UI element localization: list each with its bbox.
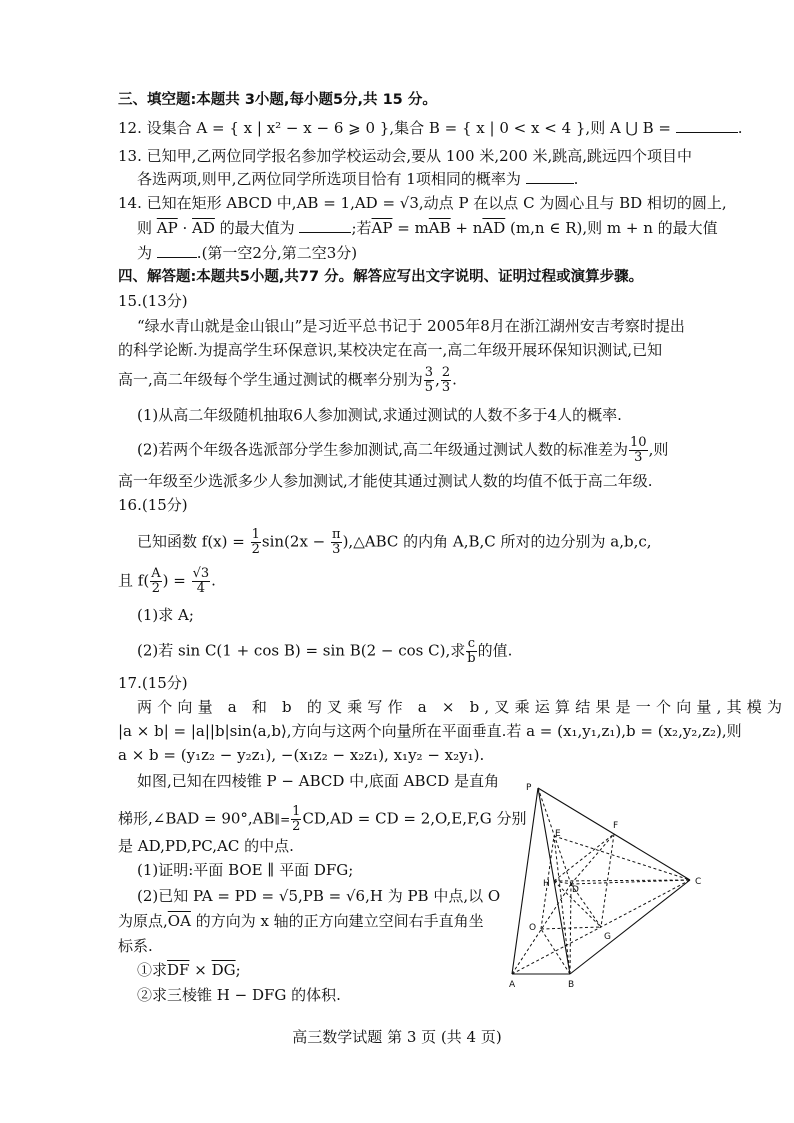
question-16-part-1: (1)求 A; [137,606,194,624]
question-15-line-3: 高一,高二年级每个学生通过测试的概率分别为 $\frac{3}{5}$ , $\frac{2}{3}$ . [118,365,457,395]
question-15-part-2: (2)若两个年级各选派部分学生参加测试,高二年级通过测试人数的标准差为 $\frac{10}{3}$ ,则 [137,435,669,465]
section-4-heading: 四、解答题:本题共5小题,共77 分。解答应写出文字说明、证明过程或演算步骤。 [118,269,644,285]
label-c: C [695,877,702,887]
segment-df [571,834,614,884]
edge-pa [512,788,538,974]
question-17-fig-line-3: 是 AD,PD,PC,AC 的中点. [118,837,294,855]
question-17-part-2-line-2: 为原点$,\overline{OA}$ 的方向为 x 轴的正方向建立空间右手直角坐 [118,912,484,930]
edge-bc [570,880,690,974]
question-17-part-2-line-1: (2)已知 PA = PD = √5,PB = √6,H 为 PB 中点,以 O [137,887,501,905]
question-12: 12. 设集合 A = { x | x² − x − 6 ⩾ 0 },集合 B = { x | 0 < x < 4 },则 A ⋃ B = . [118,119,743,137]
fraction-10-3: $\frac{10}{3}$ [630,435,647,465]
fraction-pi-3: $\frac{\pi}{3}$ [332,527,341,557]
label-a: A [509,980,516,990]
question-16-line-2: 且 f( $\frac{A}{2}$ ) = $\frac{√3}{4}$ . [118,566,216,596]
question-17-sub-2: ②求三棱锥 H − DFG 的体积. [137,986,341,1004]
fraction-1-2: $\frac{1}{2}$ [292,804,301,834]
question-17-part-1: (1)证明:平面 BOE ∥ 平面 DFG; [137,861,354,879]
segment-hc [554,880,690,881]
question-15-line-2: 的科学论断.为提高学生环保意识,某校决定在高一,高二年级开展环保知识测试,已知 [118,341,663,359]
label-p: P [526,783,532,793]
pyramid-figure [498,778,726,1002]
segment-hf [554,834,614,881]
question-15-line-last: 高一年级至少选派多少人参加测试,才能使其通过测试人数的均值不低于高二年级. [118,472,653,490]
question-16-part-2: (2)若 sin C(1 + cos B) = sin B(2 − cos C),求 $\frac{c}{b}$ 的值. [137,636,513,666]
label-b: B [568,980,575,990]
question-16-line-1: 已知函数 f(x) = $\frac{1}{2}$ sin(2x − $\frac{\pi}{3}$ ),△ABC 的内角 A,B,C 所对的边分别为 a,b,c, [137,527,652,557]
question-15-part-1: (1)从高二年级随机抽取6人参加测试,求通过测试的人数不多于4人的概率. [137,406,622,424]
fraction-sqrt3-4: $\frac{√3}{4}$ [192,566,210,596]
fraction-a-2: $\frac{A}{2}$ [151,566,161,596]
fraction-3-5: $\frac{3}{5}$ [424,365,434,395]
vector-ap: $\overline{AP}$ [371,219,393,237]
label-e: E [555,829,561,839]
question-14-line-1: 14. 已知在矩形 ABCD 中,AB = 1,AD = √3,动点 P 在以点 C 为圆心且与 BD 相切的圆上, [118,194,727,212]
label-d: D [572,885,579,895]
section-3-heading: 三、填空题:本题共 3小题,每小题5分,共 15 分。 [118,92,437,108]
segment-ec [554,836,690,880]
label-o: O [529,923,537,933]
question-13-line-2: 各选两项,则甲,乙两位同学所选项目恰有 1项相同的概率为 . [137,170,579,188]
fraction-2-3: $\frac{2}{3}$ [441,365,451,395]
page-footer: 高三数学试题 第 3 页 (共 4 页) [292,1028,502,1046]
question-17-line-2: |a × b| = |a||b|sin⟨a,b⟩,方向与这两个向量所在平面垂直.若 a = (x₁,y₁,z₁),b = (x₂,y₂,z₂),则 [118,722,742,740]
question-16-label: 16.(15分) [118,496,188,514]
fraction-1-2: $\frac{1}{2}$ [251,527,260,557]
question-15-line-1: “绿水青山就是金山银山”是习近平总书记于 2005年8月在浙江湖州安吉考察时提出 [137,317,685,335]
label-h: H [543,879,550,889]
question-15-label: 15.(13分) [118,292,188,310]
question-14-line-3: 为 .(第一空2分,第二空3分) [137,244,358,262]
question-17-fig-line-1: 如图,已知在四棱锥 P − ABCD 中,底面 ABCD 是直角 [137,772,500,790]
question-17-label: 17.(15分) [118,674,188,692]
segment-fg [601,834,614,927]
question-17-sub-1: ①求$\overline{DF} \times \overline{DG}$; [137,961,241,979]
question-14-line-2: 则 $\overline{AP} \cdot \overline{AD}$ 的最大值为 ;若$\overline{AP} = m\overline{AB} + n\overline{AD}$ (m,n ∈ R),则 m + n 的最大值 [137,219,718,237]
question-17-line-3: a × b = (y₁z₂ − y₂z₁), −(x₁z₂ − x₂z₁), x₁y₂ − x₂y₁). [118,746,485,764]
question-17-fig-line-2: 梯形,∠BAD = 90°,AB∥= $\frac{1}{2}$ CD,AD = CD = 2,O,E,F,G 分别 [118,804,527,834]
fraction-c-b: $\frac{c}{b}$ [467,636,476,666]
question-17-part-2-line-3: 标系. [118,937,153,955]
label-g: G [604,932,611,942]
question-13-line-1: 13. 已知甲,乙两位同学报名参加学校运动会,要从 100 米,200 米,跳高,跳远四个项目中 [118,147,693,165]
question-17-line-1: 两个向量 a 和 b 的叉乘写作 a × b,叉乘运算结果是一个向量,其模为 [137,698,788,716]
label-f: F [613,821,619,831]
